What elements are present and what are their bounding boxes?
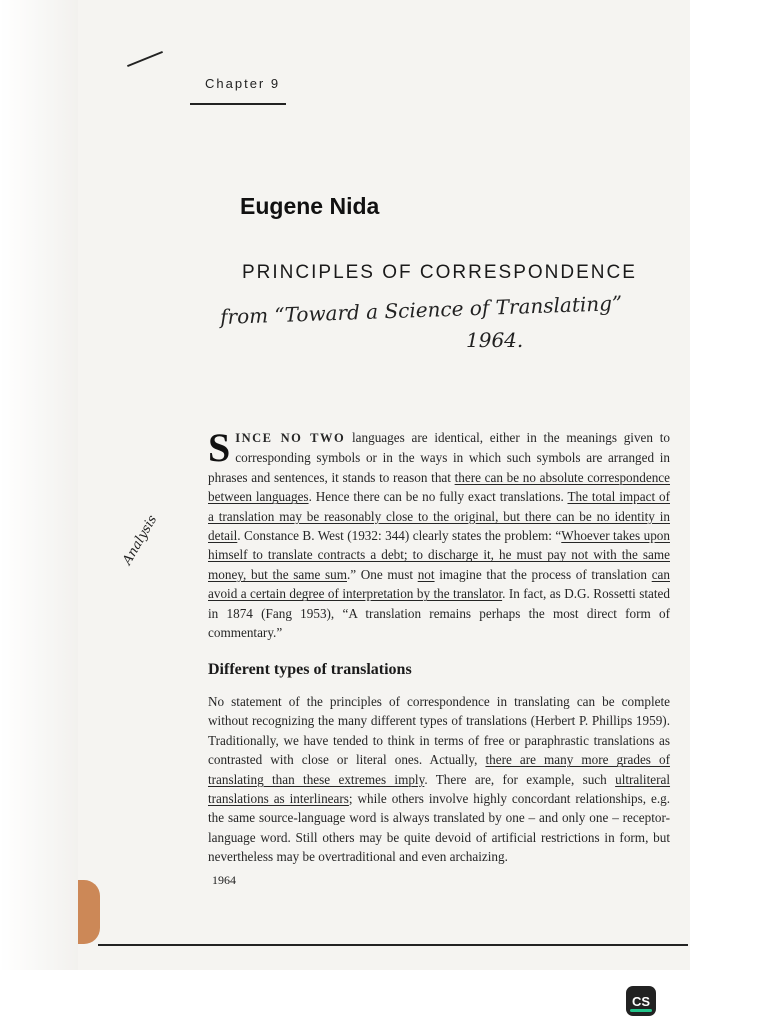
text-run: . Constance B. West (1932: 344) clearly states the problem: “ xyxy=(237,528,562,544)
page-number: 1964 xyxy=(212,873,236,887)
page-edge xyxy=(0,0,78,970)
text-run: languages are identical, either in the meanings given to corresponding symbols or in the ways in which such symbols are arranged in phrases and sentences, it stands to reason that xyxy=(208,430,671,485)
handwritten-year-note: 1964. xyxy=(466,328,524,352)
text-run: . Hence there can be no fully exact translations. xyxy=(308,489,568,505)
text-run: . There are, for example, such xyxy=(424,771,616,787)
camscanner-badge-label: CS xyxy=(631,993,651,1009)
chapter-rule xyxy=(190,103,286,105)
handwritten-source-note: from “Toward a Science of Translating” xyxy=(219,290,623,330)
page-bottom-edge xyxy=(98,944,688,946)
text-run: No statement of the principles of correspondence in translating can be complete without recognizing the many different types of translations (Herbert P. Phillips 1959). Traditionally, we have tended to think in terms of free or paraphrastic translations as contrasted with close or literal ones. Actually, xyxy=(208,694,670,768)
author-name: Eugene Nida xyxy=(240,193,380,219)
thumb-shadow xyxy=(78,880,100,944)
handwritten-margin-note: Analysis xyxy=(120,512,161,568)
second-paragraph xyxy=(208,692,670,867)
text-run: ; while others involve highly concordant relationships, e.g. the same source-language word is always translated by one – and only one – receptor-language word. Still others may be quite devoid of artificial restrictions in form, but nevertheless may be overtraditional and even archaizing. xyxy=(208,791,671,865)
underlined-phrase: not xyxy=(417,566,435,582)
text-run: imagine that the process of translation xyxy=(434,566,652,582)
underlined-phrase: ultraliteral translations as interlinears xyxy=(208,771,671,807)
underlined-phrase: The total impact of a translation may be reasonably close to the original, but there can be no identity in detail xyxy=(208,489,670,544)
underlined-phrase: there are many more grades of translating than these extremes imply xyxy=(208,752,670,787)
chapter-label: Chapter 9 xyxy=(205,76,281,91)
text-run: . In fact, as D.G. Rossetti stated in 1874 (Fang 1953), “A translation remains perhaps the most direct form of commentary.” xyxy=(208,586,670,641)
underlined-phrase: can avoid a certain degree of interpretation by the translator xyxy=(208,566,670,602)
lead-in: INCE NO TWO xyxy=(235,431,346,445)
opening-paragraph xyxy=(208,425,671,642)
section-heading: Different types of translations xyxy=(208,661,412,678)
drop-cap: S xyxy=(208,425,231,470)
text-run: .” One must xyxy=(346,566,418,582)
underlined-phrase: Whoever takes upon himself to translate contracts a debt; to discharge it, he must pay not with the same money, but the same sum xyxy=(208,528,670,582)
camscanner-badge[interactable] xyxy=(626,986,656,1016)
essay-title: PRINCIPLES OF CORRESPONDENCE xyxy=(242,262,637,283)
underlined-phrase: there can be no absolute correspondence between languages xyxy=(208,469,670,505)
